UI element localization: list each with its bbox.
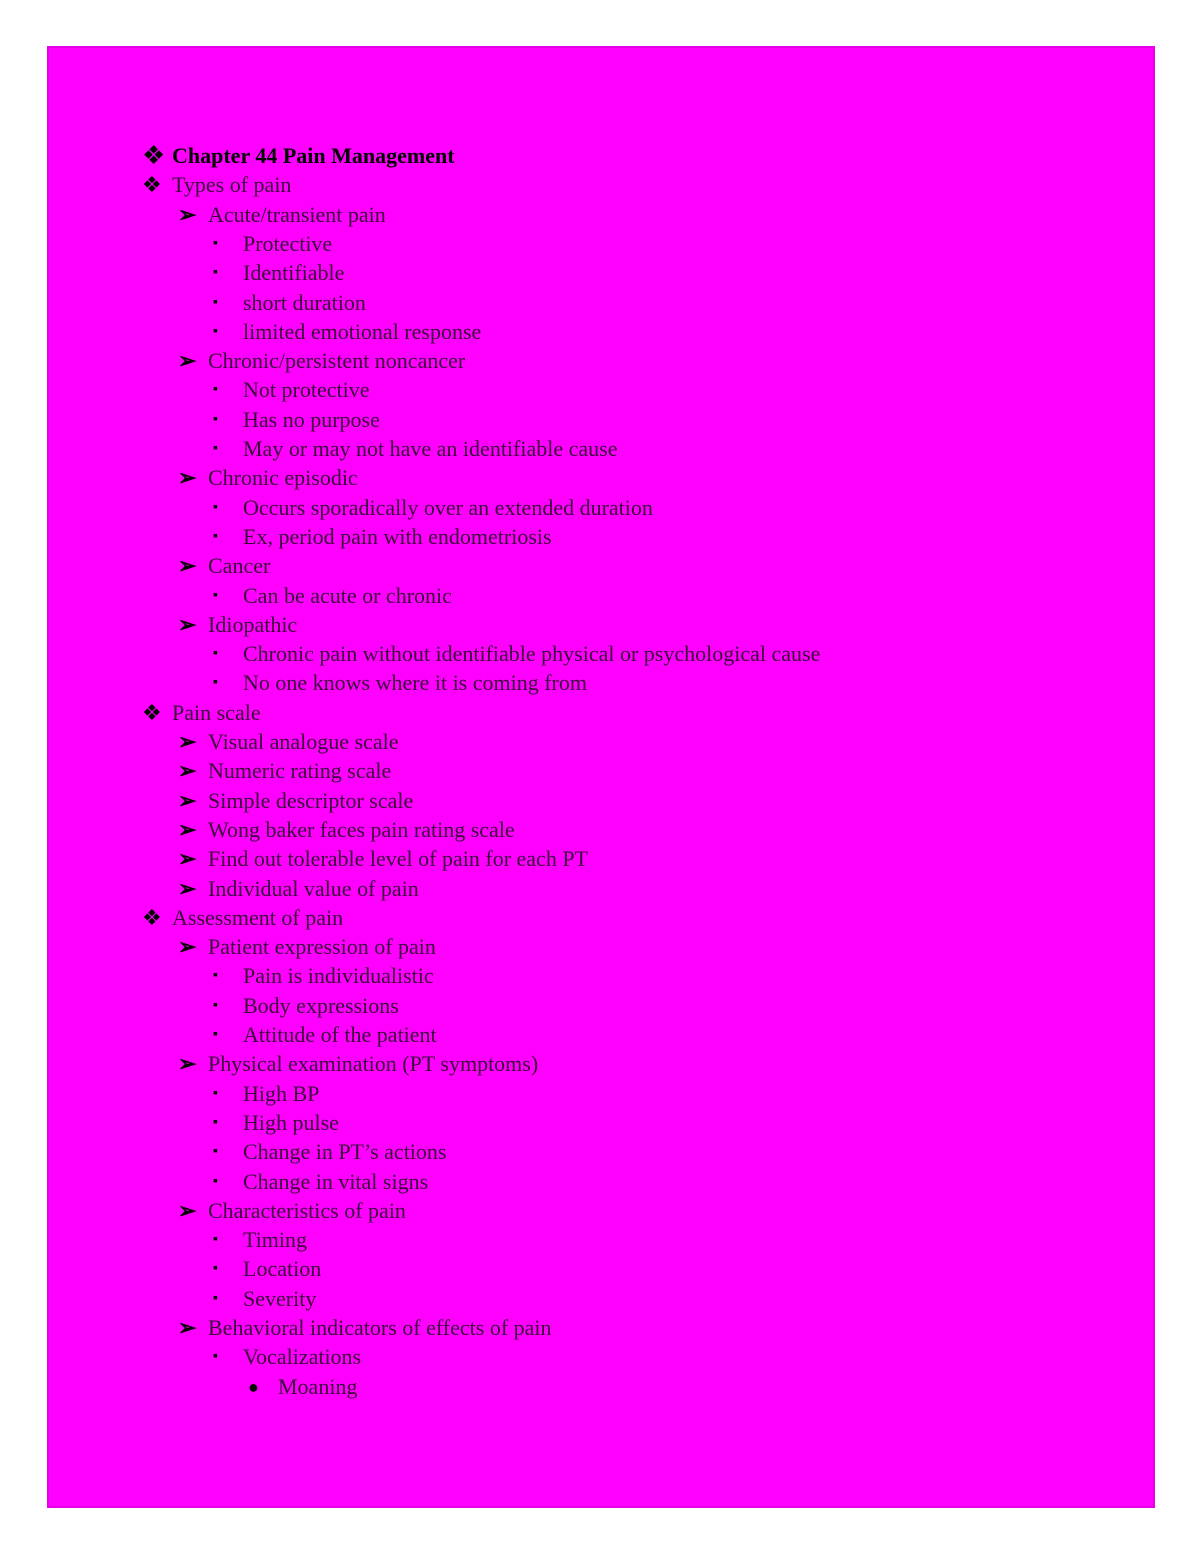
- outline-item-text: Body expressions: [243, 993, 399, 1018]
- square-bullet-icon: ▪: [213, 998, 218, 1013]
- square-bullet-icon: ▪: [213, 588, 218, 603]
- square-bullet-icon: ▪: [213, 968, 218, 983]
- outline-item-text: No one knows where it is coming from: [243, 670, 587, 695]
- outline-item-text: Vocalizations: [243, 1344, 362, 1369]
- outline-item-text: Change in PT’s actions: [243, 1139, 447, 1164]
- outline-item-text: High BP: [243, 1081, 320, 1106]
- outline-item-text: May or may not have an identifiable cause: [243, 436, 618, 461]
- arrow-bullet-icon: ➢: [178, 876, 197, 901]
- arrow-bullet-icon: ➢: [178, 1315, 197, 1340]
- outline-item-text: Find out tolerable level of pain for each PT: [208, 846, 588, 871]
- outline-item-text: Not protective: [243, 377, 370, 402]
- square-bullet-icon: ▪: [213, 646, 218, 661]
- square-bullet-icon: ▪: [213, 324, 218, 339]
- outline-item-text: Simple descriptor scale: [208, 788, 414, 813]
- four-diamond-bullet-icon: ❖: [142, 172, 162, 197]
- arrow-bullet-icon: ➢: [178, 1051, 197, 1076]
- outline-item-text: Acute/transient pain: [208, 202, 386, 227]
- outline-item-text: limited emotional response: [243, 319, 482, 344]
- outline-item-text: Chronic episodic: [208, 465, 358, 490]
- outline-item-text: Ex, period pain with endometriosis: [243, 524, 552, 549]
- outline-item-text: Pain is individualistic: [243, 963, 434, 988]
- outline-item-text: Identifiable: [243, 260, 345, 285]
- four-diamond-bullet-icon: ❖: [142, 700, 162, 725]
- outline-item-text: Wong baker faces pain rating scale: [208, 817, 515, 842]
- arrow-bullet-icon: ➢: [178, 612, 197, 637]
- arrow-bullet-icon: ➢: [178, 1198, 197, 1223]
- outline-item-text: Protective: [243, 231, 333, 256]
- outline-item-text: Visual analogue scale: [208, 729, 399, 754]
- square-bullet-icon: ▪: [213, 382, 218, 397]
- outline-item-text: High pulse: [243, 1110, 339, 1135]
- outline-item-text: Numeric rating scale: [208, 758, 392, 783]
- arrow-bullet-icon: ➢: [178, 348, 197, 373]
- outline-item-text: Pain scale: [172, 700, 261, 725]
- outline-item-text: Occurs sporadically over an extended duration: [243, 495, 653, 520]
- outline-item-text: Cancer: [208, 553, 271, 578]
- square-bullet-icon: ▪: [213, 1086, 218, 1101]
- square-bullet-icon: ▪: [213, 295, 218, 310]
- square-bullet-icon: ▪: [213, 236, 218, 251]
- document-page: [47, 46, 1155, 1508]
- outline-item-text: Can be acute or chronic: [243, 583, 452, 608]
- arrow-bullet-icon: ➢: [178, 758, 197, 783]
- outline-item-text: Location: [243, 1256, 322, 1281]
- outline-item-text: Chronic pain without identifiable physical or psychological cause: [243, 641, 821, 666]
- four-diamond-bullet-icon: ❖: [142, 905, 162, 930]
- square-bullet-icon: ▪: [213, 412, 218, 427]
- arrow-bullet-icon: ➢: [178, 553, 197, 578]
- outline-item-text: Characteristics of pain: [208, 1198, 406, 1223]
- square-bullet-icon: ▪: [213, 500, 218, 515]
- outline-item-text: Idiopathic: [208, 612, 298, 637]
- square-bullet-icon: ▪: [213, 1174, 218, 1189]
- outline-item-text: Severity: [243, 1286, 317, 1311]
- four-diamond-bullet-icon: ❖: [142, 141, 166, 170]
- arrow-bullet-icon: ➢: [178, 729, 197, 754]
- outline-item-text: Attitude of the patient: [243, 1022, 437, 1047]
- outline-item-text: Timing: [243, 1227, 308, 1252]
- square-bullet-icon: ▪: [213, 441, 218, 456]
- square-bullet-icon: ▪: [213, 1349, 218, 1364]
- square-bullet-icon: ▪: [213, 1232, 218, 1247]
- square-bullet-icon: ▪: [213, 1027, 218, 1042]
- square-bullet-icon: ▪: [213, 265, 218, 280]
- outline-item-text: Change in vital signs: [243, 1169, 429, 1194]
- outline-item-text: Individual value of pain: [208, 876, 419, 901]
- square-bullet-icon: ▪: [213, 675, 218, 690]
- arrow-bullet-icon: ➢: [178, 817, 197, 842]
- square-bullet-icon: ▪: [213, 1115, 218, 1130]
- outline-item-text: Physical examination (PT symptoms): [208, 1051, 539, 1076]
- arrow-bullet-icon: ➢: [178, 465, 197, 490]
- outline-item-text: Chapter 44 Pain Management: [172, 143, 455, 168]
- outline-item-text: Has no purpose: [243, 407, 380, 432]
- square-bullet-icon: ▪: [213, 1144, 218, 1159]
- square-bullet-icon: ▪: [213, 1261, 218, 1276]
- arrow-bullet-icon: ➢: [178, 934, 197, 959]
- outline-item-text: Assessment of pain: [172, 905, 344, 930]
- outline-item-text: Behavioral indicators of effects of pain: [208, 1315, 552, 1340]
- round-bullet-icon: ●: [248, 1377, 259, 1397]
- arrow-bullet-icon: ➢: [178, 202, 197, 227]
- outline-item-text: Patient expression of pain: [208, 934, 436, 959]
- arrow-bullet-icon: ➢: [178, 846, 197, 871]
- square-bullet-icon: ▪: [213, 529, 218, 544]
- square-bullet-icon: ▪: [213, 1291, 218, 1306]
- outline-item-text: Types of pain: [172, 172, 292, 197]
- outline-item-text: Moaning: [278, 1374, 358, 1399]
- outline-item-text: short duration: [243, 290, 366, 315]
- outline-item-text: Chronic/persistent noncancer: [208, 348, 466, 373]
- arrow-bullet-icon: ➢: [178, 788, 197, 813]
